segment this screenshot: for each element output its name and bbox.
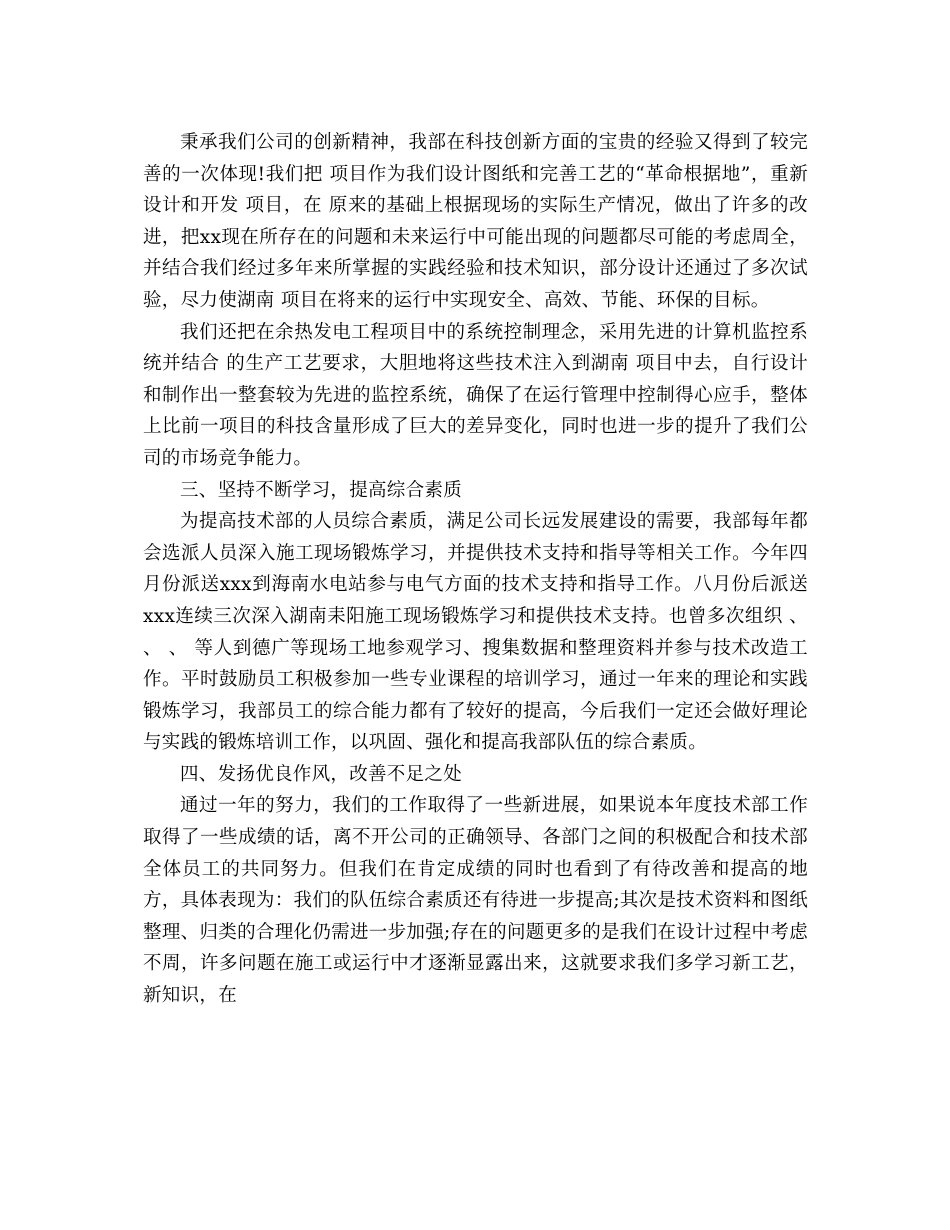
section-heading-3: 三、坚持不断学习，提高综合素质 [180,479,463,501]
paragraph-control-system: 我们还把在余热发电工程项目中的系统控制理念，采用先进的计算机监控系统并结合 的生产工艺要求，大胆地将这些技术注入到湖南 项目中去，自行设计和制作出一整套较为先进的监控系统，确保了在运行管理中控制得心应手，整体上比前一项目的科技含量形成了巨大的差异变化，同时也进一步的提升了我们公司的市场竞争能力。 [143,321,808,469]
document-body [143,127,808,1012]
paragraph-innovation: 秉承我们公司的创新精神，我部在科技创新方面的宝贵的经验又得到了较完善的一次体现!我们把 项目作为我们设计图纸和完善工艺的“革命根据地”，重新设计和开发 项目，在 原来的基础上根据现场的实际生产情况，做出了许多的改进，把xx现在所存在的问题和未来运行中可能出现的问题都尽可能的考虑周全，并结合我们经过多年来所掌握的实践经验和技术知识，部分设计还通过了多次试验，尽力使湖南 项目在将来的运行中实现安全、高效、节能、环保的目标。 [143,132,808,311]
section-heading-4: 四、发扬优良作风，改善不足之处 [180,763,463,785]
paragraph-shortcomings: 通过一年的努力，我们的工作取得了一些新进展，如果说本年度技术部工作取得了一些成绩的话，离不开公司的正确领导、各部门之间的积极配合和技术部全体员工的共同努力。但我们在肯定成绩的同时也看到了有待改善和提高的地方，具体表现为：我们的队伍综合素质还有待进一步提高;其次是技术资料和图纸整理、归类的合理化仍需进一步加强;存在的问题更多的是我们在设计过程中考虑不周，许多问题在施工或运行中才逐渐显露出来，这就要求我们多学习新工艺，新知识，在 [143,795,808,1007]
paragraph-training: 为提高技术部的人员综合素质，满足公司长远发展建设的需要，我部每年都会选派人员深入施工现场锻炼学习，并提供技术支持和指导等相关工作。今年四月份派送xxx到海南水电站参与电气方面的技术支持和指导工作。八月份后派送xxx连续三次深入湖南耒阳施工现场锻炼学习和提供技术支持。也曾多次组织 、 、 、 等人到德广等现场工地参观学习、搜集数据和整理资料并参与技术改造工作。平时鼓励员工积极参加一些专业课程的培训学习，通过一年来的理论和实践锻炼学习，我部员工的综合能力都有了较好的提高，今后我们一定还会做好理论与实践的锻炼培训工作，以巩固、强化和提高我部队伍的综合素质。 [143,511,808,754]
